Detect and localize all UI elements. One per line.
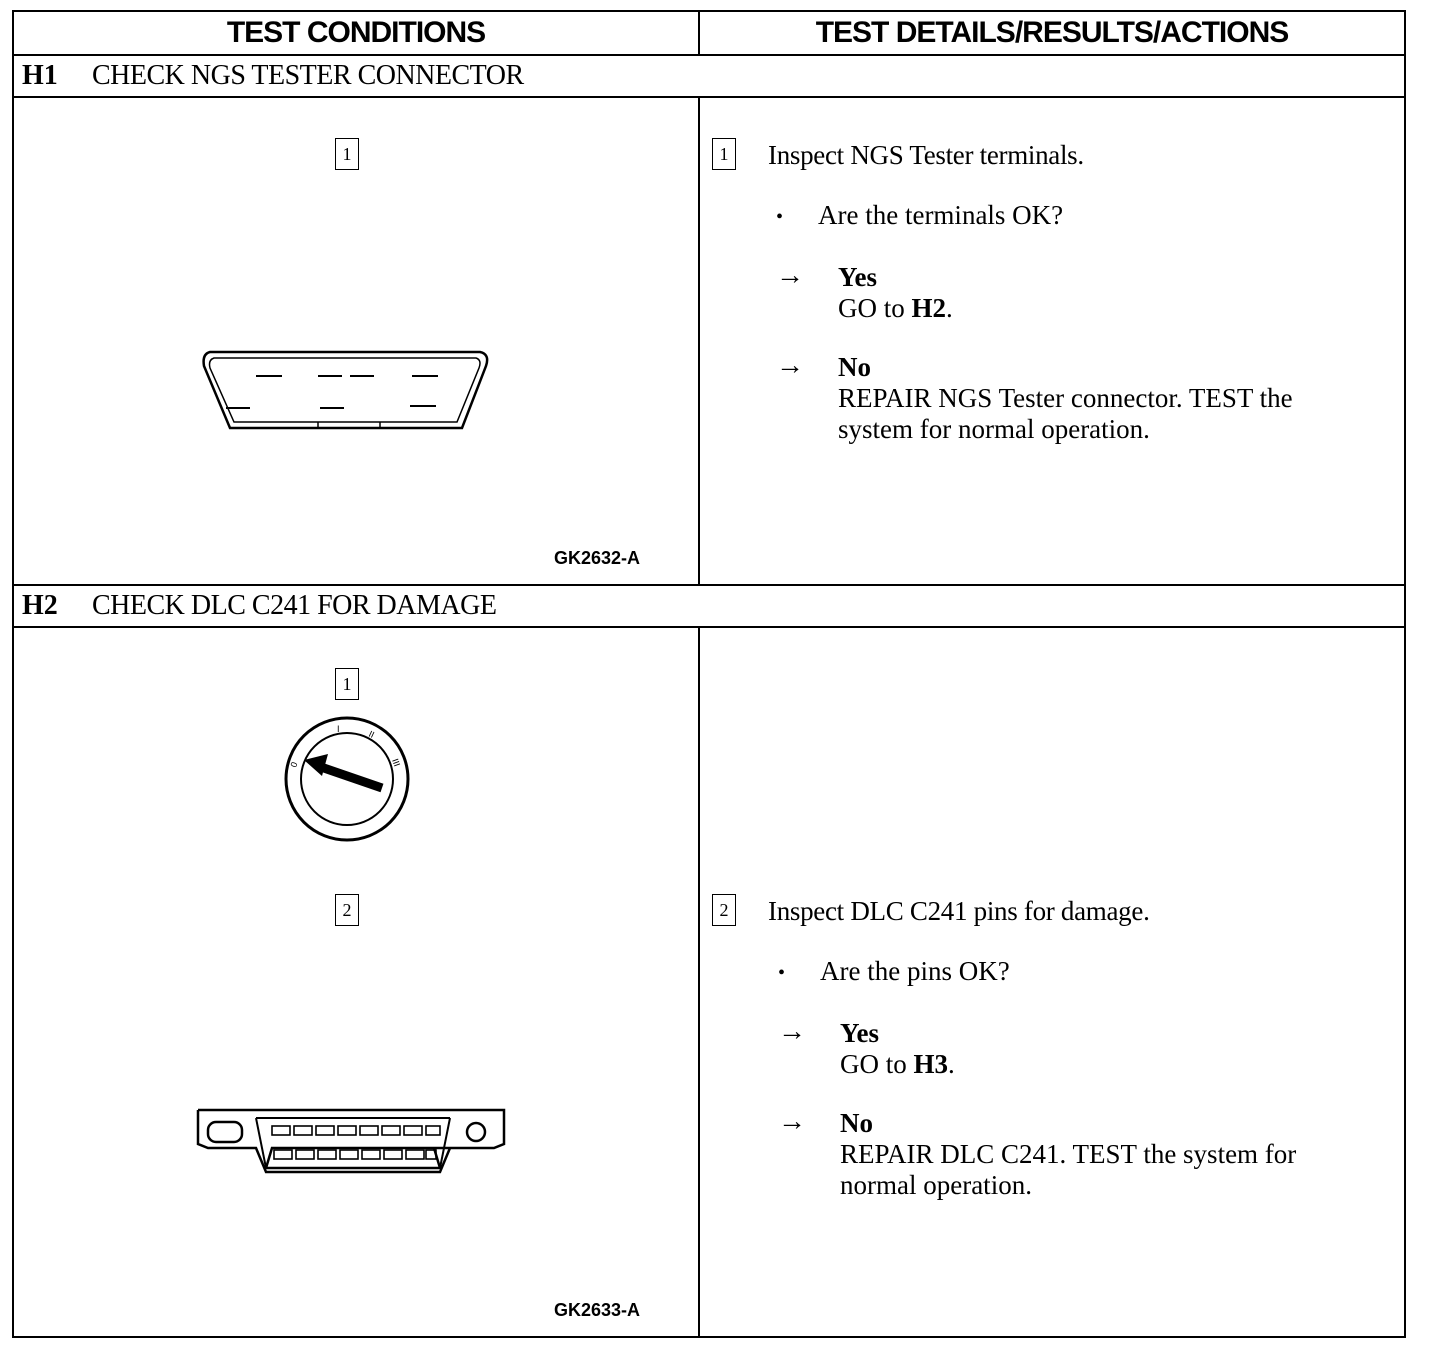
yes-action-prefix: GO to	[838, 293, 912, 323]
test-details-header: TEST DETAILS/RESULTS/ACTIONS	[815, 16, 1289, 49]
ignition-mark: II	[367, 728, 376, 740]
no-result	[838, 352, 1293, 445]
yes-action-suffix: .	[946, 293, 953, 323]
section-code: H1	[22, 60, 58, 91]
ignition-mark: I	[337, 724, 340, 734]
yes-action-prefix: GO to	[840, 1049, 914, 1079]
section-title: CHECK NGS TESTER CONNECTOR	[92, 60, 524, 91]
section-h2-details	[700, 628, 1404, 1336]
section-code: H2	[22, 590, 58, 621]
ignition-switch-illustration	[282, 714, 412, 844]
question-text: Are the pins OK?	[820, 956, 1010, 986]
section-h2-body	[14, 628, 1404, 1336]
no-action-line: system for normal operation.	[838, 414, 1150, 444]
step-question	[778, 956, 1010, 987]
yes-action-target: H2	[911, 293, 947, 323]
yes-label: Yes	[838, 262, 877, 292]
bullet-icon: •	[778, 962, 786, 985]
bullet-icon: •	[776, 206, 784, 229]
right-arrow-icon: →	[776, 350, 804, 381]
yes-result	[838, 262, 953, 324]
yes-action-target: H3	[913, 1049, 949, 1079]
dlc-connector-illustration	[196, 1106, 508, 1178]
step-question	[776, 200, 1063, 231]
section-h1-body	[14, 98, 1404, 586]
section-h2-conditions	[14, 628, 700, 1336]
no-result	[840, 1108, 1296, 1201]
right-arrow-icon: →	[778, 1106, 806, 1137]
diagnostic-test-table	[12, 10, 1406, 1338]
right-arrow-icon: →	[778, 1016, 806, 1047]
section-title: CHECK DLC C241 FOR DAMAGE	[92, 590, 497, 621]
ignition-mark: III	[390, 757, 403, 768]
step-instruction: Inspect NGS Tester terminals.	[768, 140, 1084, 170]
section-h1-details	[700, 98, 1404, 584]
no-action-line: REPAIR DLC C241. TEST the system for	[840, 1139, 1297, 1169]
question-text: Are the terminals OK?	[818, 200, 1064, 230]
figure-id: GK2633-A	[554, 1300, 641, 1320]
test-conditions-header: TEST CONDITIONS	[14, 12, 700, 54]
no-action-line: normal operation.	[840, 1170, 1032, 1200]
section-h2-title-row	[14, 586, 1404, 628]
yes-label: Yes	[840, 1018, 879, 1048]
ignition-mark: 0	[288, 760, 300, 769]
no-action-line: REPAIR NGS Tester connector. TEST the	[838, 383, 1293, 413]
yes-result	[840, 1018, 955, 1080]
ngs-tester-connector-illustration	[200, 348, 490, 438]
step-number-box: 1	[712, 138, 736, 170]
figure-step-label: 1	[335, 668, 359, 700]
section-h1-title-row	[14, 56, 1404, 98]
figure-step-label: 1	[335, 138, 359, 170]
step-number-box: 2	[712, 894, 736, 926]
no-label: No	[838, 352, 871, 382]
section-h1-conditions	[14, 98, 700, 584]
right-arrow-icon: →	[776, 260, 804, 291]
step-instruction: Inspect DLC C241 pins for damage.	[768, 896, 1150, 926]
figure-id: GK2632-A	[554, 548, 641, 568]
yes-action-suffix: .	[948, 1049, 955, 1079]
no-label: No	[840, 1108, 873, 1138]
figure-step-label: 2	[335, 894, 359, 926]
table-header-row	[14, 12, 1404, 56]
